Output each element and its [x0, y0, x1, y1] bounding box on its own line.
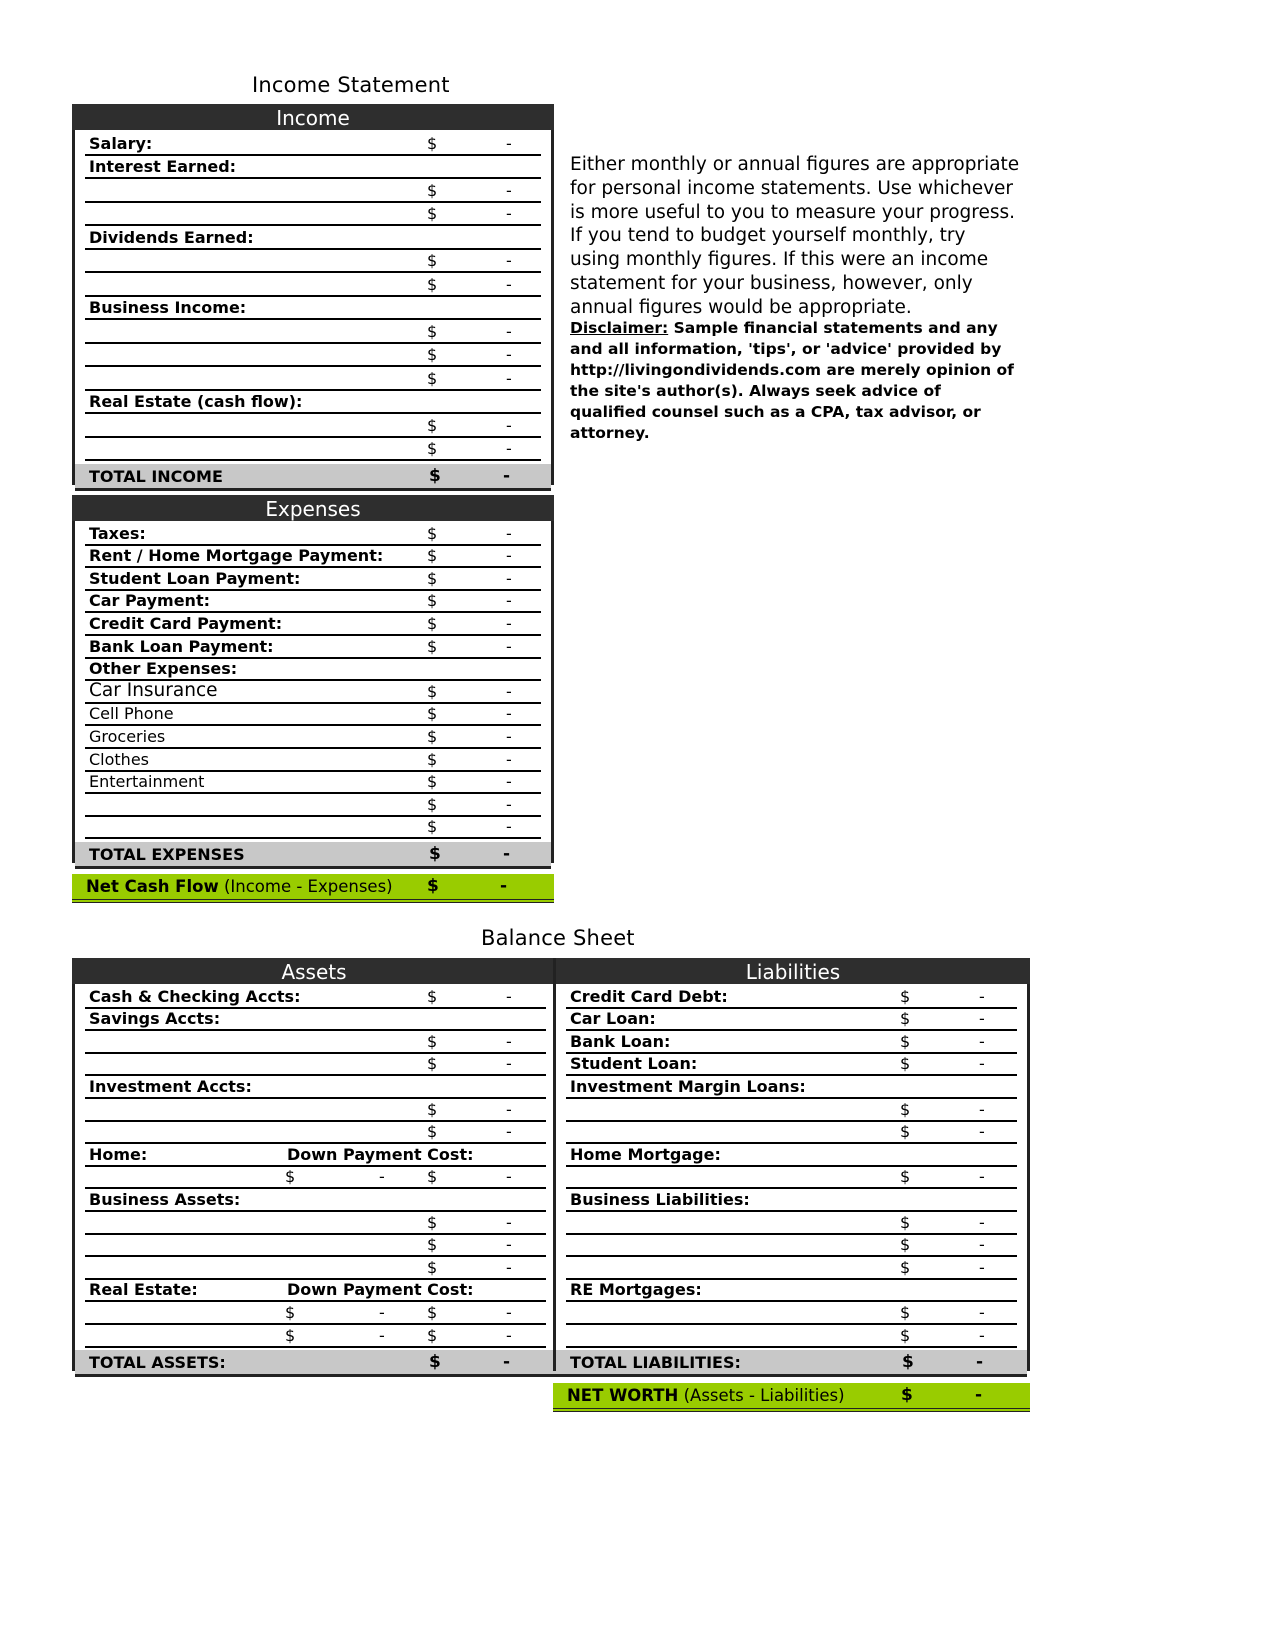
total-liabilities-value: -: [976, 1351, 984, 1372]
liability-rows: [556, 986, 1027, 1348]
disclaimer: [570, 318, 1020, 444]
income-row: [85, 367, 541, 391]
liability-row: [566, 1189, 1017, 1212]
liability-row: [566, 1099, 1017, 1122]
expense-row: [85, 794, 541, 817]
row-value: -: [979, 1031, 985, 1051]
row-value: -: [506, 613, 512, 633]
income-statement-title: Income Statement: [252, 73, 450, 97]
asset-row: [85, 1031, 546, 1054]
row-label: Taxes:: [89, 523, 146, 543]
row-dollar: $: [427, 546, 438, 566]
row-sub-dollar: $: [285, 1167, 296, 1187]
net-worth-label-bold: NET WORTH: [567, 1386, 679, 1405]
row-label: Real Estate:: [89, 1280, 198, 1300]
row-label: Bank Loan:: [570, 1031, 671, 1051]
row-label: Investment Margin Loans:: [570, 1076, 806, 1096]
asset-row: [85, 1189, 546, 1212]
liability-row: [566, 1054, 1017, 1077]
row-label: Cash & Checking Accts:: [89, 986, 301, 1006]
total-expenses-dollar: $: [429, 844, 441, 865]
row-label: Student Loan Payment:: [89, 568, 301, 588]
row-sub-dollar: $: [285, 1325, 296, 1345]
row-value: -: [979, 1167, 985, 1187]
assets-header: Assets: [72, 958, 556, 984]
row-dollar: $: [900, 1031, 911, 1051]
row-label: Groceries: [89, 726, 166, 746]
row-label: Dividends Earned:: [89, 227, 254, 247]
asset-row: [85, 1302, 546, 1325]
row-value: -: [979, 1054, 985, 1074]
row-value: -: [506, 345, 512, 364]
row-value: -: [506, 180, 512, 200]
total-assets-value: -: [503, 1351, 511, 1372]
liability-row: [566, 986, 1017, 1009]
liability-row: [566, 1212, 1017, 1235]
income-row: [85, 179, 541, 203]
row-value: -: [979, 1099, 985, 1119]
row-dollar: $: [427, 523, 438, 543]
row-dollar: $: [900, 1235, 911, 1255]
row-value: -: [979, 1257, 985, 1277]
net-worth-label: [567, 1386, 845, 1405]
row-dollar: $: [427, 321, 438, 341]
row-dollar: $: [427, 772, 438, 792]
row-value: -: [506, 133, 512, 153]
row-value: -: [979, 1122, 985, 1142]
row-dollar: $: [427, 1325, 438, 1345]
row-sub-value: -: [379, 1167, 385, 1187]
asset-row: [85, 1212, 546, 1235]
expense-row: [85, 613, 541, 636]
liability-row: [566, 1009, 1017, 1032]
row-dollar: $: [427, 180, 438, 200]
row-dollar: $: [427, 681, 438, 701]
row-sub-value: -: [379, 1302, 385, 1322]
expense-rows: [75, 523, 551, 839]
total-liabilities-dollar: $: [902, 1351, 914, 1372]
row-dollar: $: [427, 1167, 438, 1187]
row-dollar: $: [427, 817, 438, 837]
row-value: -: [506, 749, 512, 769]
asset-row: [85, 1054, 546, 1077]
expense-row: [85, 681, 541, 704]
row-dollar: $: [427, 1054, 438, 1074]
total-assets-label: TOTAL ASSETS:: [89, 1352, 226, 1372]
row-label: Car Insurance: [89, 679, 218, 701]
asset-row: [85, 1144, 546, 1167]
row-value: -: [506, 1122, 512, 1142]
row-value: -: [506, 251, 512, 270]
row-value: -: [506, 1054, 512, 1074]
row-dollar: $: [900, 1054, 911, 1074]
row-dollar: $: [427, 1031, 438, 1051]
row-label: Other Expenses:: [89, 659, 238, 679]
income-header: Income: [72, 104, 554, 130]
income-row: [85, 391, 541, 415]
net-cash-flow-row: [72, 874, 554, 903]
income-row: [85, 250, 541, 274]
row-dollar: $: [427, 986, 438, 1006]
total-liabilities-label: TOTAL LIABILITIES:: [570, 1352, 741, 1372]
row-label: Clothes: [89, 749, 149, 769]
row-label: Business Income:: [89, 298, 247, 317]
asset-row: [85, 1235, 546, 1258]
assets-panel: [72, 958, 556, 1371]
row-dollar: $: [427, 415, 438, 435]
row-label: Interest Earned:: [89, 157, 237, 176]
asset-row: [85, 1257, 546, 1280]
row-value: -: [506, 274, 512, 294]
row-value: -: [506, 204, 512, 223]
note-text: Either monthly or annual figures are appropriate for personal income statements. Use whichever is more useful to you to measure your progress. If you tend to budget yourself monthly, try using monthly figures. If this were an income statement for your business, however, only annual figures would be appropriate.: [570, 154, 1020, 318]
asset-row: [85, 1099, 546, 1122]
income-panel: [72, 104, 554, 485]
expense-row: [85, 817, 541, 840]
expense-row: [85, 726, 541, 749]
expense-row: [85, 523, 541, 546]
row-label: Entertainment: [89, 772, 205, 792]
income-row: [85, 156, 541, 180]
row-value: -: [506, 681, 512, 701]
asset-row: [85, 1076, 546, 1099]
row-label: Business Assets:: [89, 1189, 241, 1209]
income-row: [85, 273, 541, 297]
total-assets-dollar: $: [429, 1351, 441, 1372]
row-value: -: [506, 439, 512, 458]
row-value: -: [506, 1235, 512, 1255]
expense-row: [85, 546, 541, 569]
net-worth-label-rest: (Assets - Liabilities): [678, 1386, 845, 1405]
asset-row: [85, 1325, 546, 1348]
liability-row: [566, 1235, 1017, 1258]
row-dollar: $: [900, 1122, 911, 1142]
row-value: -: [506, 591, 512, 611]
asset-row: [85, 1009, 546, 1032]
row-sub-label: Down Payment Cost:: [287, 1144, 474, 1164]
row-dollar: $: [900, 986, 911, 1006]
expense-row: [85, 659, 541, 682]
row-dollar: $: [427, 133, 438, 153]
row-dollar: $: [900, 1257, 911, 1277]
row-value: -: [506, 1031, 512, 1051]
row-value: -: [979, 1212, 985, 1232]
total-income-dollar: $: [429, 466, 441, 486]
row-label: Credit Card Payment:: [89, 613, 283, 633]
asset-rows: [75, 986, 556, 1348]
row-value: -: [506, 772, 512, 792]
row-dollar: $: [427, 274, 438, 294]
liability-row: [566, 1325, 1017, 1348]
row-value: -: [506, 1212, 512, 1232]
income-row: [85, 414, 541, 438]
row-dollar: $: [427, 1212, 438, 1232]
row-value: -: [506, 1167, 512, 1187]
row-value: -: [506, 794, 512, 814]
total-expenses-label: TOTAL EXPENSES: [89, 845, 245, 865]
expense-row: [85, 591, 541, 614]
liability-row: [566, 1280, 1017, 1303]
row-value: -: [979, 1235, 985, 1255]
row-value: -: [979, 986, 985, 1006]
net-worth-row: [553, 1383, 1030, 1412]
row-value: -: [979, 1325, 985, 1345]
income-row: [85, 297, 541, 321]
expense-row: [85, 704, 541, 727]
row-label: Salary:: [89, 133, 153, 153]
row-value: -: [506, 568, 512, 588]
row-sub-dollar: $: [285, 1302, 296, 1322]
asset-row: [85, 986, 546, 1009]
net-cash-flow-value: -: [500, 876, 508, 896]
row-value: -: [979, 1009, 985, 1029]
row-value: -: [506, 1099, 512, 1119]
liability-row: [566, 1031, 1017, 1054]
row-dollar: $: [427, 568, 438, 588]
row-dollar: $: [900, 1167, 911, 1187]
net-cash-flow-dollar: $: [427, 876, 439, 896]
row-dollar: $: [427, 726, 438, 746]
row-dollar: $: [427, 1302, 438, 1322]
row-label: Rent / Home Mortgage Payment:: [89, 546, 384, 566]
row-dollar: $: [427, 636, 438, 656]
row-label: Bank Loan Payment:: [89, 636, 274, 656]
income-row: [85, 320, 541, 344]
balance-sheet-title: Balance Sheet: [481, 926, 635, 950]
row-value: -: [506, 1257, 512, 1277]
row-value: -: [506, 1302, 512, 1322]
row-dollar: $: [427, 794, 438, 814]
row-value: -: [979, 1302, 985, 1322]
row-value: -: [506, 368, 512, 388]
total-assets-row: [75, 1350, 556, 1377]
income-row: [85, 132, 541, 156]
row-label: RE Mortgages:: [570, 1280, 702, 1300]
income-row: [85, 344, 541, 368]
row-label: Car Payment:: [89, 591, 210, 611]
row-label: Business Liabilities:: [570, 1189, 750, 1209]
income-row: [85, 438, 541, 462]
row-label: Credit Card Debt:: [570, 986, 728, 1006]
income-rows: [75, 132, 551, 461]
row-label: Real Estate (cash flow):: [89, 392, 303, 411]
row-value: -: [506, 817, 512, 837]
row-dollar: $: [427, 204, 438, 223]
total-income-row: [75, 464, 551, 491]
expense-row: [85, 568, 541, 591]
row-dollar: $: [427, 1257, 438, 1277]
row-value: -: [506, 321, 512, 341]
expenses-panel: [72, 495, 554, 863]
liabilities-header: Liabilities: [556, 958, 1030, 984]
row-dollar: $: [427, 1099, 438, 1119]
liability-row: [566, 1302, 1017, 1325]
income-row: [85, 203, 541, 227]
row-dollar: $: [427, 345, 438, 364]
total-expenses-row: [75, 842, 551, 869]
liabilities-panel: [553, 958, 1030, 1371]
liability-row: [566, 1076, 1017, 1099]
row-value: -: [506, 415, 512, 435]
row-label: Home:: [89, 1144, 148, 1164]
row-label: Savings Accts:: [89, 1009, 221, 1029]
net-cash-flow-label-bold: Net Cash Flow: [86, 877, 219, 896]
liability-row: [566, 1257, 1017, 1280]
row-label: Investment Accts:: [89, 1076, 252, 1096]
row-label: Home Mortgage:: [570, 1144, 721, 1164]
asset-row: [85, 1280, 546, 1303]
row-value: -: [506, 726, 512, 746]
total-income-label: TOTAL INCOME: [89, 467, 223, 486]
row-dollar: $: [427, 704, 438, 724]
expenses-header: Expenses: [72, 495, 554, 521]
row-sub-value: -: [379, 1325, 385, 1345]
row-label: Car Loan:: [570, 1009, 656, 1029]
asset-row: [85, 1167, 546, 1190]
row-dollar: $: [427, 1235, 438, 1255]
total-income-value: -: [503, 466, 511, 486]
row-value: -: [506, 523, 512, 543]
net-worth-value: -: [975, 1385, 983, 1405]
row-label: Student Loan:: [570, 1054, 698, 1074]
row-value: -: [506, 986, 512, 1006]
row-dollar: $: [900, 1212, 911, 1232]
row-sub-label: Down Payment Cost:: [287, 1280, 474, 1300]
disclaimer-label: Disclaimer:: [570, 319, 669, 337]
net-worth-dollar: $: [901, 1385, 913, 1405]
row-dollar: $: [427, 368, 438, 388]
row-value: -: [506, 1325, 512, 1345]
asset-row: [85, 1122, 546, 1145]
liability-row: [566, 1144, 1017, 1167]
row-dollar: $: [427, 439, 438, 458]
row-dollar: $: [427, 749, 438, 769]
row-dollar: $: [900, 1325, 911, 1345]
total-expenses-value: -: [503, 844, 511, 865]
row-value: -: [506, 546, 512, 566]
disclaimer-text: Sample financial statements and any and all information, 'tips', or 'advice' provided by http://livingondividends.com are merely opinion of the site's author(s). Always seek advice of qualified counsel such as a CPA, tax advisor, or attorney.: [570, 319, 1014, 442]
row-dollar: $: [900, 1099, 911, 1119]
row-dollar: $: [900, 1009, 911, 1029]
row-dollar: $: [427, 591, 438, 611]
total-liabilities-row: [556, 1350, 1027, 1377]
row-dollar: $: [900, 1302, 911, 1322]
expense-row: [85, 749, 541, 772]
liability-row: [566, 1167, 1017, 1190]
expense-row: [85, 772, 541, 795]
row-dollar: $: [427, 1122, 438, 1142]
income-row: [85, 226, 541, 250]
liability-row: [566, 1122, 1017, 1145]
net-cash-flow-label-rest: (Income - Expenses): [218, 877, 393, 896]
row-value: -: [506, 636, 512, 656]
row-value: -: [506, 704, 512, 724]
row-label: Cell Phone: [89, 704, 174, 724]
expense-row: [85, 636, 541, 659]
net-cash-flow-label: [86, 877, 393, 896]
row-dollar: $: [427, 251, 438, 270]
row-dollar: $: [427, 613, 438, 633]
